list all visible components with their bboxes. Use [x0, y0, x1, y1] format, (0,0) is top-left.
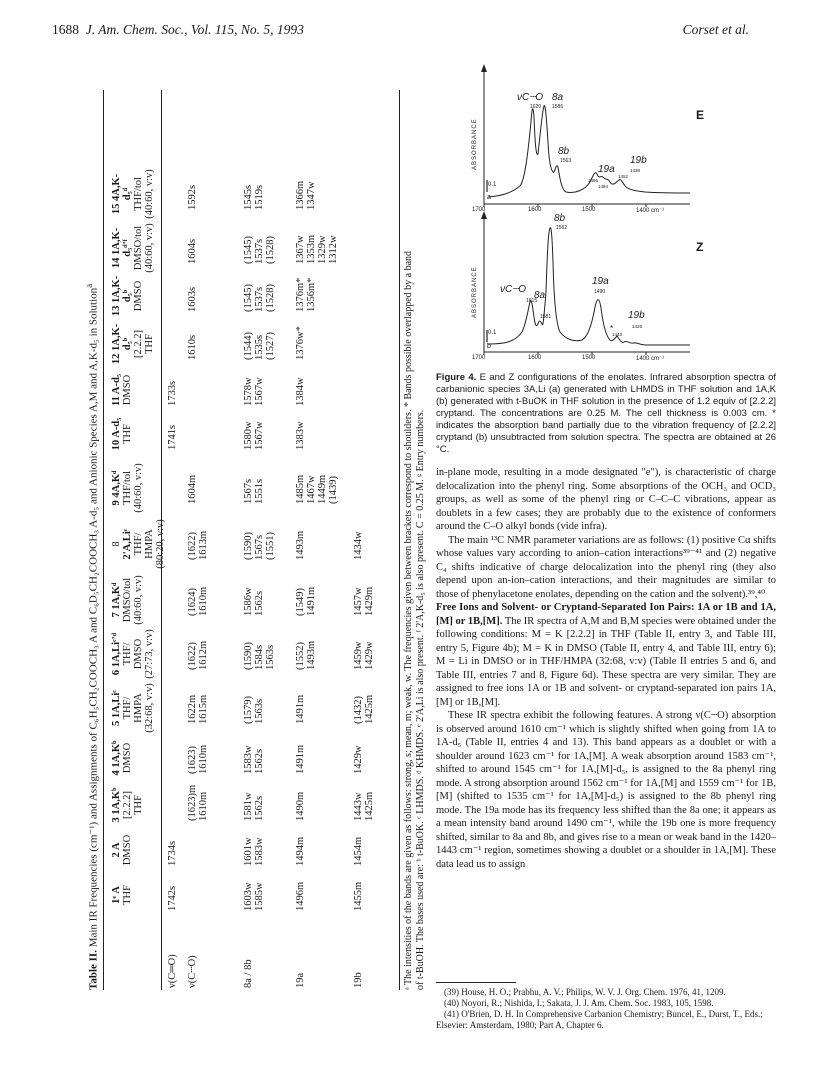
column-header-name: 4 1A,Kᵇ — [111, 740, 122, 776]
peak-b-1443: 1443 — [612, 332, 623, 337]
table-cell: 1603w — [243, 882, 254, 911]
table-cell: 1329w — [317, 235, 328, 264]
spectrum-a-tick-1400: 1400 cm⁻¹ — [636, 208, 665, 214]
table-cell: (1622) — [187, 532, 198, 560]
peak-b-1615: 1615 — [526, 298, 538, 304]
peak-b-1562: 1562 — [556, 225, 568, 231]
table-cell: 1567w — [254, 377, 265, 406]
column-header-solvent: DMSO — [122, 374, 134, 406]
column-header-solvent: THF/ DMSO (27:73, v:v) — [122, 629, 156, 679]
peak-a-1563: 1563 — [560, 158, 572, 164]
table-cell: 1610m — [198, 586, 209, 616]
spectrum-a-tick-1500: 1500 — [582, 207, 596, 213]
table-cell: 1537s — [254, 286, 265, 312]
spectrum-b-vco: νC┄O — [500, 284, 527, 295]
spectrum-a-tick-1600: 1600 — [528, 207, 542, 213]
peak-b-1490: 1490 — [594, 289, 606, 295]
references — [436, 982, 776, 1031]
column-header-solvent: DMSO/tol (40:60, v:v) — [133, 223, 156, 273]
column-header-solvent: DMSO — [133, 280, 145, 312]
running-authors: Corset et al. — [682, 22, 749, 37]
table-cell: 1491m — [295, 744, 306, 774]
table-cell: 1601w — [243, 837, 254, 866]
table-rule-bottom — [399, 90, 400, 990]
table-cell: 1551s — [254, 478, 265, 504]
spectrum-a-arrow — [481, 64, 487, 72]
table-cell: 1429m — [364, 586, 375, 616]
table-cell: (1590) — [243, 642, 254, 670]
table-cell: 1578w — [243, 377, 254, 406]
table-cell: 1562s — [254, 795, 265, 821]
column-header-solvent: THF/ HMPA (80:20, v:v) — [133, 519, 167, 569]
table-cell: 1567s — [243, 478, 254, 504]
table-cell: 1583w — [254, 837, 265, 866]
table-cell: (1549) — [295, 588, 306, 616]
table-cell: 1494m — [295, 836, 306, 866]
spectrum-a-8a: 8a — [552, 92, 564, 103]
table-column-header — [111, 169, 155, 219]
table-cell: (1527) — [265, 332, 276, 360]
table-caption-text: Main IR Frequencies (cm⁻¹) and Assignments of C₆H₅CH₂COOCH₃ A and C₆D₅CH₂COOCH₃ A-d₅ and Anionic Species A,M and A,K-d₅ in Solution — [87, 287, 100, 948]
table-column-header — [111, 223, 155, 273]
figure-4 — [470, 62, 770, 362]
spectrum-b-19a: 19a — [592, 276, 609, 287]
reference-40: (40) Noyori, R.; Nishida, I.; Sakata, J. J. Am. Chem. Soc. 1983, 105, 1598. — [444, 998, 714, 1008]
peak-b-star: * — [610, 324, 614, 333]
table-cell: (1551) — [265, 532, 276, 560]
table-cell: 1604s — [187, 238, 198, 264]
table-row-label: ν(C┄O) — [187, 955, 198, 988]
table-ii — [83, 90, 428, 990]
table-cell: 1535s — [254, 334, 265, 360]
column-header-solvent: DMSO — [122, 834, 134, 866]
spectrum-a-tick-1700: 1700 — [472, 207, 486, 213]
peak-a-1620: 1620 — [530, 104, 542, 110]
table-column-header — [111, 365, 133, 415]
table-column-header — [111, 409, 133, 459]
table-row-label: 19a — [295, 972, 306, 988]
right-column-text — [436, 372, 776, 871]
peak-a-1438: 1438 — [630, 168, 641, 173]
table-cell: 1537s — [254, 238, 265, 264]
column-header-name: 9 4A,Kᵈ — [111, 470, 122, 506]
spectrum-a — [481, 64, 690, 207]
column-header-solvent: THF — [122, 424, 134, 444]
table-cell: (1590) — [243, 532, 254, 560]
table-cell: 1429w — [364, 641, 375, 670]
table-cell: (1622) — [187, 642, 198, 670]
table-column-header — [111, 519, 166, 569]
section-heading: Free Ions and Solvent- or Cryptand-Separated Ion Pairs: 1A or 1B and 1A,[M] or 1B,[M]. — [436, 602, 776, 627]
table-cell: 1610m — [198, 744, 209, 774]
table-cell: 1583w — [243, 745, 254, 774]
column-header-name: 7 1A,Kᵈ — [111, 582, 122, 618]
table-cell: 1586w — [243, 587, 254, 616]
table-column-header — [111, 733, 133, 783]
table-label: Table II. — [87, 950, 100, 990]
peak-a-1484: 1484 — [598, 184, 609, 189]
table-row-label: 19b — [353, 972, 364, 988]
table-rule-top — [103, 90, 104, 990]
paragraph-1: in-plane mode, resulting in a mode designated "e"), is characteristic of charge delocalization into the phenyl ring. Some absorptions of the OCH₃ and OCD₃ groups, as well as some of the phenyl ring or C–C–C vibrations, appear as doublets in a few cases; they are probably due to the existence of conformers around the C–O alkyl bonds (vide infra). — [436, 467, 776, 532]
peak-b-1425: 1425 — [632, 324, 643, 329]
peak-a-1452: 1452 — [618, 174, 629, 179]
table-cell: 1519s — [254, 184, 265, 210]
table-column-header — [111, 463, 144, 513]
column-header-top: 8 — [111, 541, 122, 547]
table-cell: 1425m — [364, 694, 375, 724]
page-number: 1688 — [52, 22, 79, 37]
table-cell: 1734s — [167, 840, 178, 866]
spectrum-b-19b: 19b — [628, 310, 645, 321]
table-cell: 1584s — [254, 644, 265, 670]
caption-footnote-mark: a — [84, 283, 94, 288]
spectrum-b-y-label: ABSORBANCE — [472, 266, 478, 318]
table-cell: 1545s — [243, 184, 254, 210]
table-cell: 1567s — [254, 534, 265, 560]
table-cell: 1491m — [295, 694, 306, 724]
column-header-name: 13 1A,K-d₅ᵇ — [111, 275, 134, 317]
column-header-name: 2'A,Liᶜ — [122, 528, 134, 560]
column-header-name: 11 A-d₅ — [111, 373, 122, 407]
spectrum-a-8b: 8b — [558, 146, 570, 157]
table-cell: 1425m — [364, 791, 375, 821]
paragraph-4: These IR spectra exhibit the following features. A strong ν(C┄O) absorption is observed around 1610 cm⁻¹ which is slightly shifted when going from 1A to 1A-d₅ (Table II, entries 4 and 13). This band appears as a doublet or with a shoulder around 1623 cm⁻¹ for 1A,[M]. A weak absorption around 1583 cm⁻¹, shifted to around 1545 cm⁻¹ for 1A,[M]-d₅, is assigned to the 8a phenyl ring mode. A strong absorption around 1562 cm⁻¹ for 1A,[M] and 1559 cm⁻¹ for 1B,[M] (shifted to 1535 cm⁻¹ for 1A,[M]-d₅) is assigned to the 8b phenyl ring mode. The 19a mode has its frequency less shifted than the 8a one; it appears as a mean intensity band around 1490 cm⁻¹, while the 19b one is more frequency shifted, similar to 8a and 8b, and gives rise to a mean or weak band in the 1420–1443 cm⁻¹ region, sometimes showing a doublet or a shoulder in 1A,[M]. These data lead us to assign — [436, 710, 776, 870]
table-column-header — [111, 683, 155, 733]
table-cell: 1384w — [295, 377, 306, 406]
table-cell: 1580w — [243, 421, 254, 450]
spectrum-b-config-label: Z — [696, 240, 704, 254]
peak-b-1581: 1581 — [540, 314, 552, 320]
column-header-solvent: THF/tol (40:60, v:v) — [133, 169, 156, 219]
column-header-solvent: [2.2.2] THF — [122, 791, 145, 819]
table-cell: 1493m — [295, 530, 306, 560]
reference-41: (41) O'Brien, D. H. In Comprehensive Carbanion Chemistry; Buncel, E., Durst, T., Eds.; Elsevier: Amsterdam, 1980; Part A, Chapter 6. — [436, 1009, 763, 1030]
table-cell: 1455m — [353, 881, 364, 911]
column-header-name: 3 1A,Kᵇ — [111, 787, 122, 823]
table-cell: 1353m — [306, 234, 317, 264]
column-header-solvent: THF/tol (40:60, v:v) — [122, 463, 145, 513]
table-cell: (1439) — [328, 476, 339, 504]
peak-a-1495: 1495 — [588, 178, 599, 183]
table-footnote-1: ᵃ The intensities of the bands are given as follows: strong, s; mean, m; weak, w. The frequencies given between brackets correspond to shoulders. * Bands possible overlapped by a band — [403, 250, 414, 990]
table-column-header — [111, 271, 144, 321]
table-cell: (1528) — [265, 236, 276, 264]
table-cell: 1585w — [254, 882, 265, 911]
table-cell: (1432) — [353, 696, 364, 724]
spectrum-a-trace — [488, 106, 690, 197]
table-cell: 1592s — [187, 184, 198, 210]
table-cell: 1459w — [353, 641, 364, 670]
paragraph-2: The main ¹³C NMR parameter variations are as follows: (1) positive Cα shifts whose values vary according to anion–cation interactions³⁹⁻⁴¹ and (2) negative C₄ shifts indicative of charge delocalization into the phenyl ring (they also depend upon an-ion–cation interactions, and their magnitudes are similar to those of phenylacetone enolates, depending on the cation and the solvent).³⁹,⁴⁰ — [436, 534, 776, 600]
spectrum-b-tick-1400: 1400 cm⁻¹ — [636, 356, 665, 362]
column-header-name: 2 A — [111, 842, 122, 858]
table-cell: 1562s — [254, 590, 265, 616]
column-header-solvent: THF/ HMPA (32:68, v:v) — [122, 683, 156, 733]
table-cell: 1491m — [306, 586, 317, 616]
table-cell: 1603s — [187, 286, 198, 312]
table-cell: 1493m — [306, 640, 317, 670]
table-cell: 1615m — [198, 694, 209, 724]
column-header-solvent: DMSO — [122, 742, 134, 774]
figure-caption — [436, 372, 776, 456]
table-cell: 1356m* — [306, 277, 317, 312]
column-header-name: 10 A-d₅ — [111, 417, 122, 451]
column-header-name: 12 1A,K-d₅ᵇ — [111, 323, 134, 365]
journal-citation: J. Am. Chem. Soc., Vol. 115, No. 5, 1993 — [85, 22, 304, 37]
table-row-label: ν(C═O) — [167, 954, 178, 988]
table-column-header — [111, 780, 144, 830]
ir-spectra — [470, 62, 770, 362]
page-header-left — [52, 22, 304, 38]
spectrum-a-config-label: E — [696, 108, 705, 122]
table-column-header — [111, 870, 133, 920]
spectrum-b-tick-1500: 1500 — [582, 355, 596, 361]
table-cell: (1545) — [243, 236, 254, 264]
table-cell: 1562s — [254, 748, 265, 774]
references-rule — [436, 982, 516, 983]
reference-39: (39) House, H. O.; Prabhu, A. V.; Philips, W. V. J. Org. Chem. 1976, 41, 1209. — [444, 987, 726, 997]
spectrum-b-tick-1700: 1700 — [472, 355, 486, 361]
spectrum-b-tick-1600: 1600 — [528, 355, 542, 361]
figure-caption-label: Figure 4. — [436, 372, 477, 383]
table-cell: 1567w — [254, 421, 265, 450]
table-cell: 1367w — [295, 235, 306, 264]
table-cell: 1366m — [295, 180, 306, 210]
table-cell: (1579) — [243, 696, 254, 724]
table-cell: 1612m — [198, 640, 209, 670]
table-row-label: 8a / 8b — [243, 959, 254, 988]
table-cell: 1563s — [254, 698, 265, 724]
table-cell: 1622m — [187, 694, 198, 724]
table-cell: 1383w — [295, 421, 306, 450]
spectrum-a-19a: 19a — [598, 164, 615, 175]
table-cell: (1552) — [295, 642, 306, 670]
table-cell: (1528) — [265, 284, 276, 312]
table-caption — [85, 284, 100, 990]
table-cell: (1623)m — [187, 784, 198, 821]
table-cell: 1347w — [306, 181, 317, 210]
table-cell: 1490m — [295, 791, 306, 821]
table-column-header — [111, 825, 133, 875]
table-cell: 1485m — [295, 474, 306, 504]
table-cell: 1610s — [187, 334, 198, 360]
table-footnote-2: of t-BuOH. The bases used are: ᵇ t-BuOK. ᶜ LHMDS. ᵈ KHMDS. ᵉ 2'A,Li is also present. ᶠ 2'A,K-d₅ is also present. C = 0.25 M. ᵍ Entry numbers. — [415, 409, 426, 990]
column-header-name: 1ᵉ A — [111, 886, 122, 904]
table-cell: 1610m — [198, 791, 209, 821]
spectrum-b-8a: 8a — [534, 290, 546, 301]
table-cell: 1454m — [353, 836, 364, 866]
table-cell: (1624) — [187, 588, 198, 616]
spectrum-b-8b: 8b — [554, 213, 566, 224]
figure-caption-text: E and Z configurations of the enolates. Infrared absorption spectra of carbanionic species 3A,Li (a) generated with LHMDS in THF solution and 1A,K (b) generated with t-BuOK in THF solution in the presence of 1.2 equiv of [2.2.2] cryptand. The concentrations are 0.25 M. The cell thickness is 0.003 cm. * indicates the absorption band partially due to the vibration frequency of [2.2.2] cryptand (b) unsubtracted from solution spectra. The spectra are obtained at 26 °C. — [436, 372, 777, 455]
spectrum-a-19b: 19b — [630, 155, 647, 166]
table-rule-header — [161, 90, 162, 990]
table-cell: 1429w — [353, 745, 364, 774]
spectrum-a-vco: νC┄O — [517, 92, 544, 103]
table-column-header — [111, 319, 155, 369]
table-cell: 1581w — [243, 792, 254, 821]
table-cell: 1563s — [265, 644, 276, 670]
column-header-solvent: THF — [122, 885, 134, 905]
table-cell: 1742s — [167, 885, 178, 911]
table-cell: 1496m — [295, 881, 306, 911]
column-header-name: 15 4A,K-d₅ᵈ — [111, 173, 134, 215]
table-cell: (1623) — [187, 746, 198, 774]
table-cell: 1434w — [353, 531, 364, 560]
column-header-name: 14 1A,K-d₅ᵈ'ᶠ — [111, 227, 134, 269]
table-cell: 1376m* — [295, 277, 306, 312]
column-header-solvent: DMSO/tol (40:60, v:v) — [122, 575, 145, 625]
table-cell: 1376w* — [295, 326, 306, 360]
table-cell: 1613m — [198, 530, 209, 560]
table-column-header — [111, 575, 144, 625]
table-cell: 1467w — [306, 475, 317, 504]
table-cell: 1733s — [167, 380, 178, 406]
spectrum-a-scale: 0.1 — [488, 182, 497, 188]
spectrum-a-panel-label: a — [487, 194, 491, 201]
peak-a-1586: 1586 — [552, 104, 564, 110]
table-cell: 1604m — [187, 474, 198, 504]
table-cell: 1312w — [328, 235, 339, 264]
table-cell: (1545) — [243, 284, 254, 312]
table-cell: (1544) — [243, 332, 254, 360]
spectrum-b-panel-label: b — [487, 343, 491, 350]
column-header-name: 5 1A,Liᶜ — [111, 690, 122, 726]
spectrum-a-y-label: ABSORBANCE — [472, 118, 478, 170]
column-header-name: 6 1A,Liᶜ'ᵈ — [111, 632, 122, 676]
spectrum-b-scale: 0.1 — [488, 330, 497, 336]
paragraph-3-body: The IR spectra of A,M and B,M species were obtained under the following conditions: M = K [2.2.2] in THF (Table II, entry 3, and Table III, entry 5, Figure 4b); M = K in DMSO (Table II, entry 4, and Table III, entry 6); M = Li in DMSO or in THF/HMPA (32:68, v:v) (Table II entries 5 and 6, and Table III, entries 7 and 8, Figure 6d). These spectra are very similar. They are assigned to free ions 1A or 1B and solvent- or cryptand-separated ion pairs 1A,[M] or 1B,[M]. — [436, 615, 776, 708]
table-cell: 1443w — [353, 792, 364, 821]
table-cell: 1457w — [353, 587, 364, 616]
column-header-solvent: [2.2.2] THF — [133, 330, 156, 358]
spectrum-b — [481, 211, 690, 355]
table-column-header — [111, 629, 155, 679]
table-cell: 1741s — [167, 424, 178, 450]
table-cell: 1449m — [317, 474, 328, 504]
